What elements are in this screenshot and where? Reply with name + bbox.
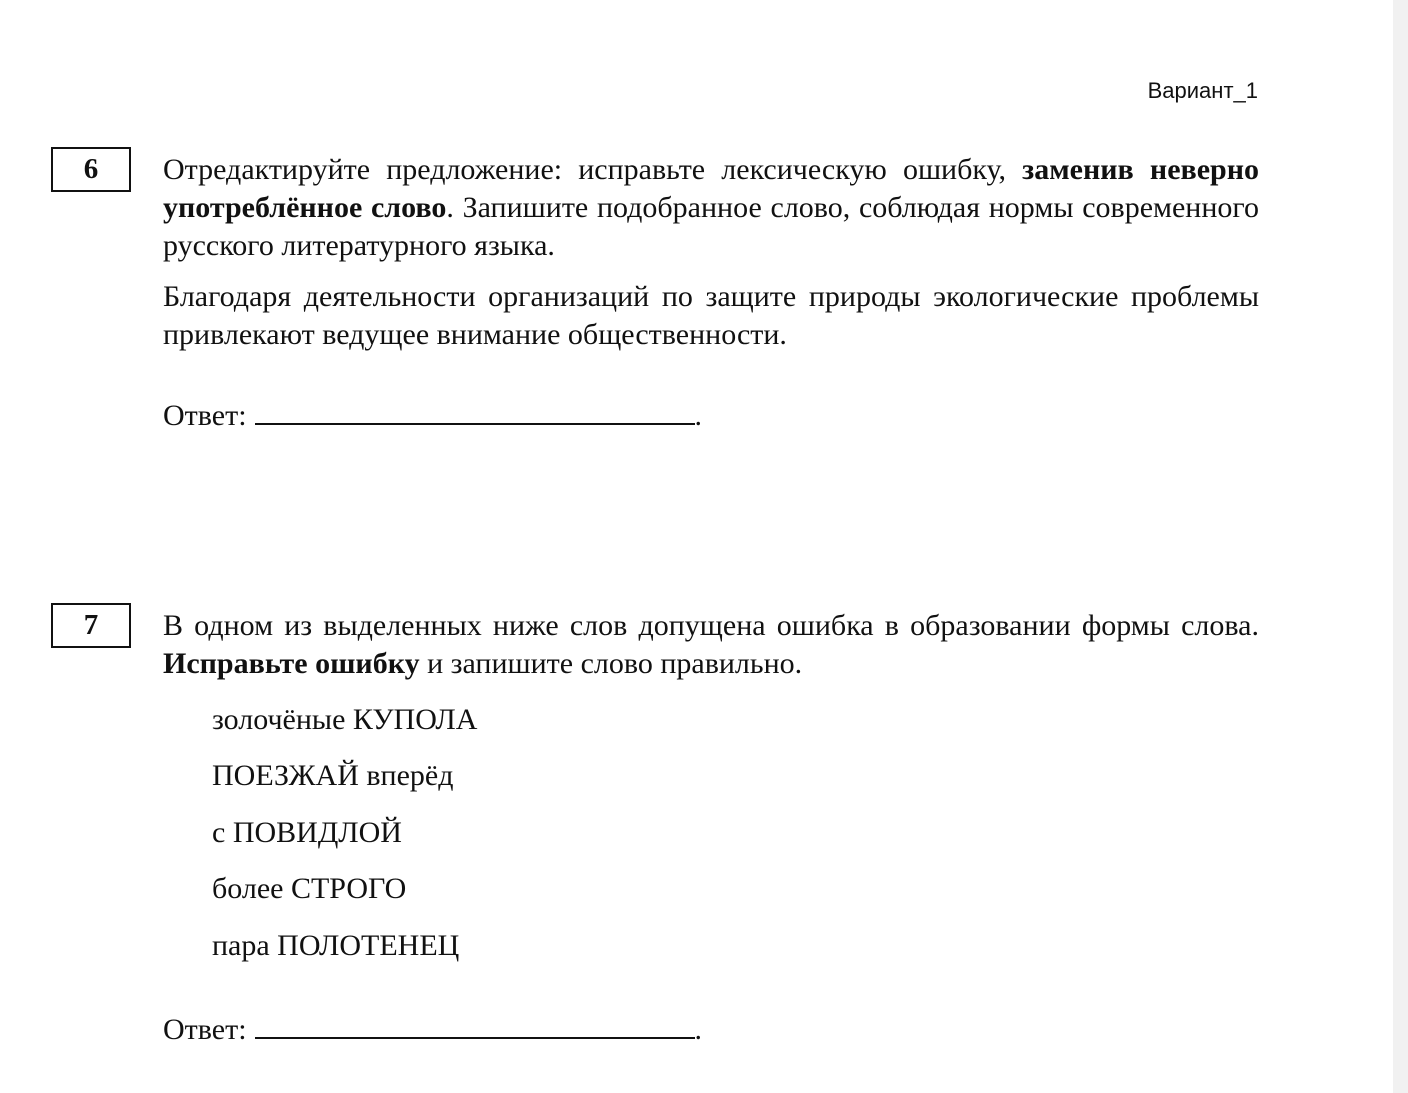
task-7-answer-end: . [694,1013,703,1046]
variant-label: Вариант_1 [1147,78,1258,103]
task-7-answer-field[interactable] [255,1011,695,1039]
task-6-number: 6 [83,153,99,185]
task-7-word-1: золочёные КУПОЛА [212,703,478,736]
task-7-instruction-part2: и запишите слово правильно. [419,647,803,680]
task-6-instruction [163,151,1259,265]
task-7-word-3: с ПОВИДЛОЙ [212,816,402,849]
task-6-answer-end: . [694,399,703,432]
task-6-answer-field[interactable] [255,397,695,425]
task-7-answer-row [163,1011,702,1049]
task-6-sentence-text: Благодаря деятельности организаций по защите природы экологические проблемы привлекают ведущее внимание общественности. [163,280,1259,351]
task-7-word-4: более СТРОГО [212,872,407,905]
task-7-word-2: ПОЕЗЖАЙ вперёд [212,759,454,792]
task-6-sentence [163,278,1259,354]
task-7-word-5: пара ПОЛОТЕНЕЦ [212,929,460,962]
task-7-number: 7 [83,609,99,641]
task-6-instruction-part1: Отредактируйте предложение: исправьте лексическую ошибку, [163,153,1023,186]
task-7-answer-label: Ответ: [163,1013,247,1046]
task-6-number-box [51,147,131,192]
task-7-number-box [51,603,131,648]
task-6-instruction-bold: заменив неверно употреблённое слово [163,153,1259,224]
page-edge-strip [1393,0,1408,1093]
task-6-answer-label: Ответ: [163,399,247,432]
task-6-instruction-part2: . Запишите подобранное слово, соблюдая нормы современного русского литературного языка. [163,191,1259,262]
task-7-instruction-bold: Исправьте ошибку [163,647,420,680]
task-7-instruction [163,607,1259,683]
task-7-instruction-part1: В одном из выделенных ниже слов допущена ошибка в образовании формы слова. [163,609,1259,642]
task-6-answer-row [163,397,702,435]
